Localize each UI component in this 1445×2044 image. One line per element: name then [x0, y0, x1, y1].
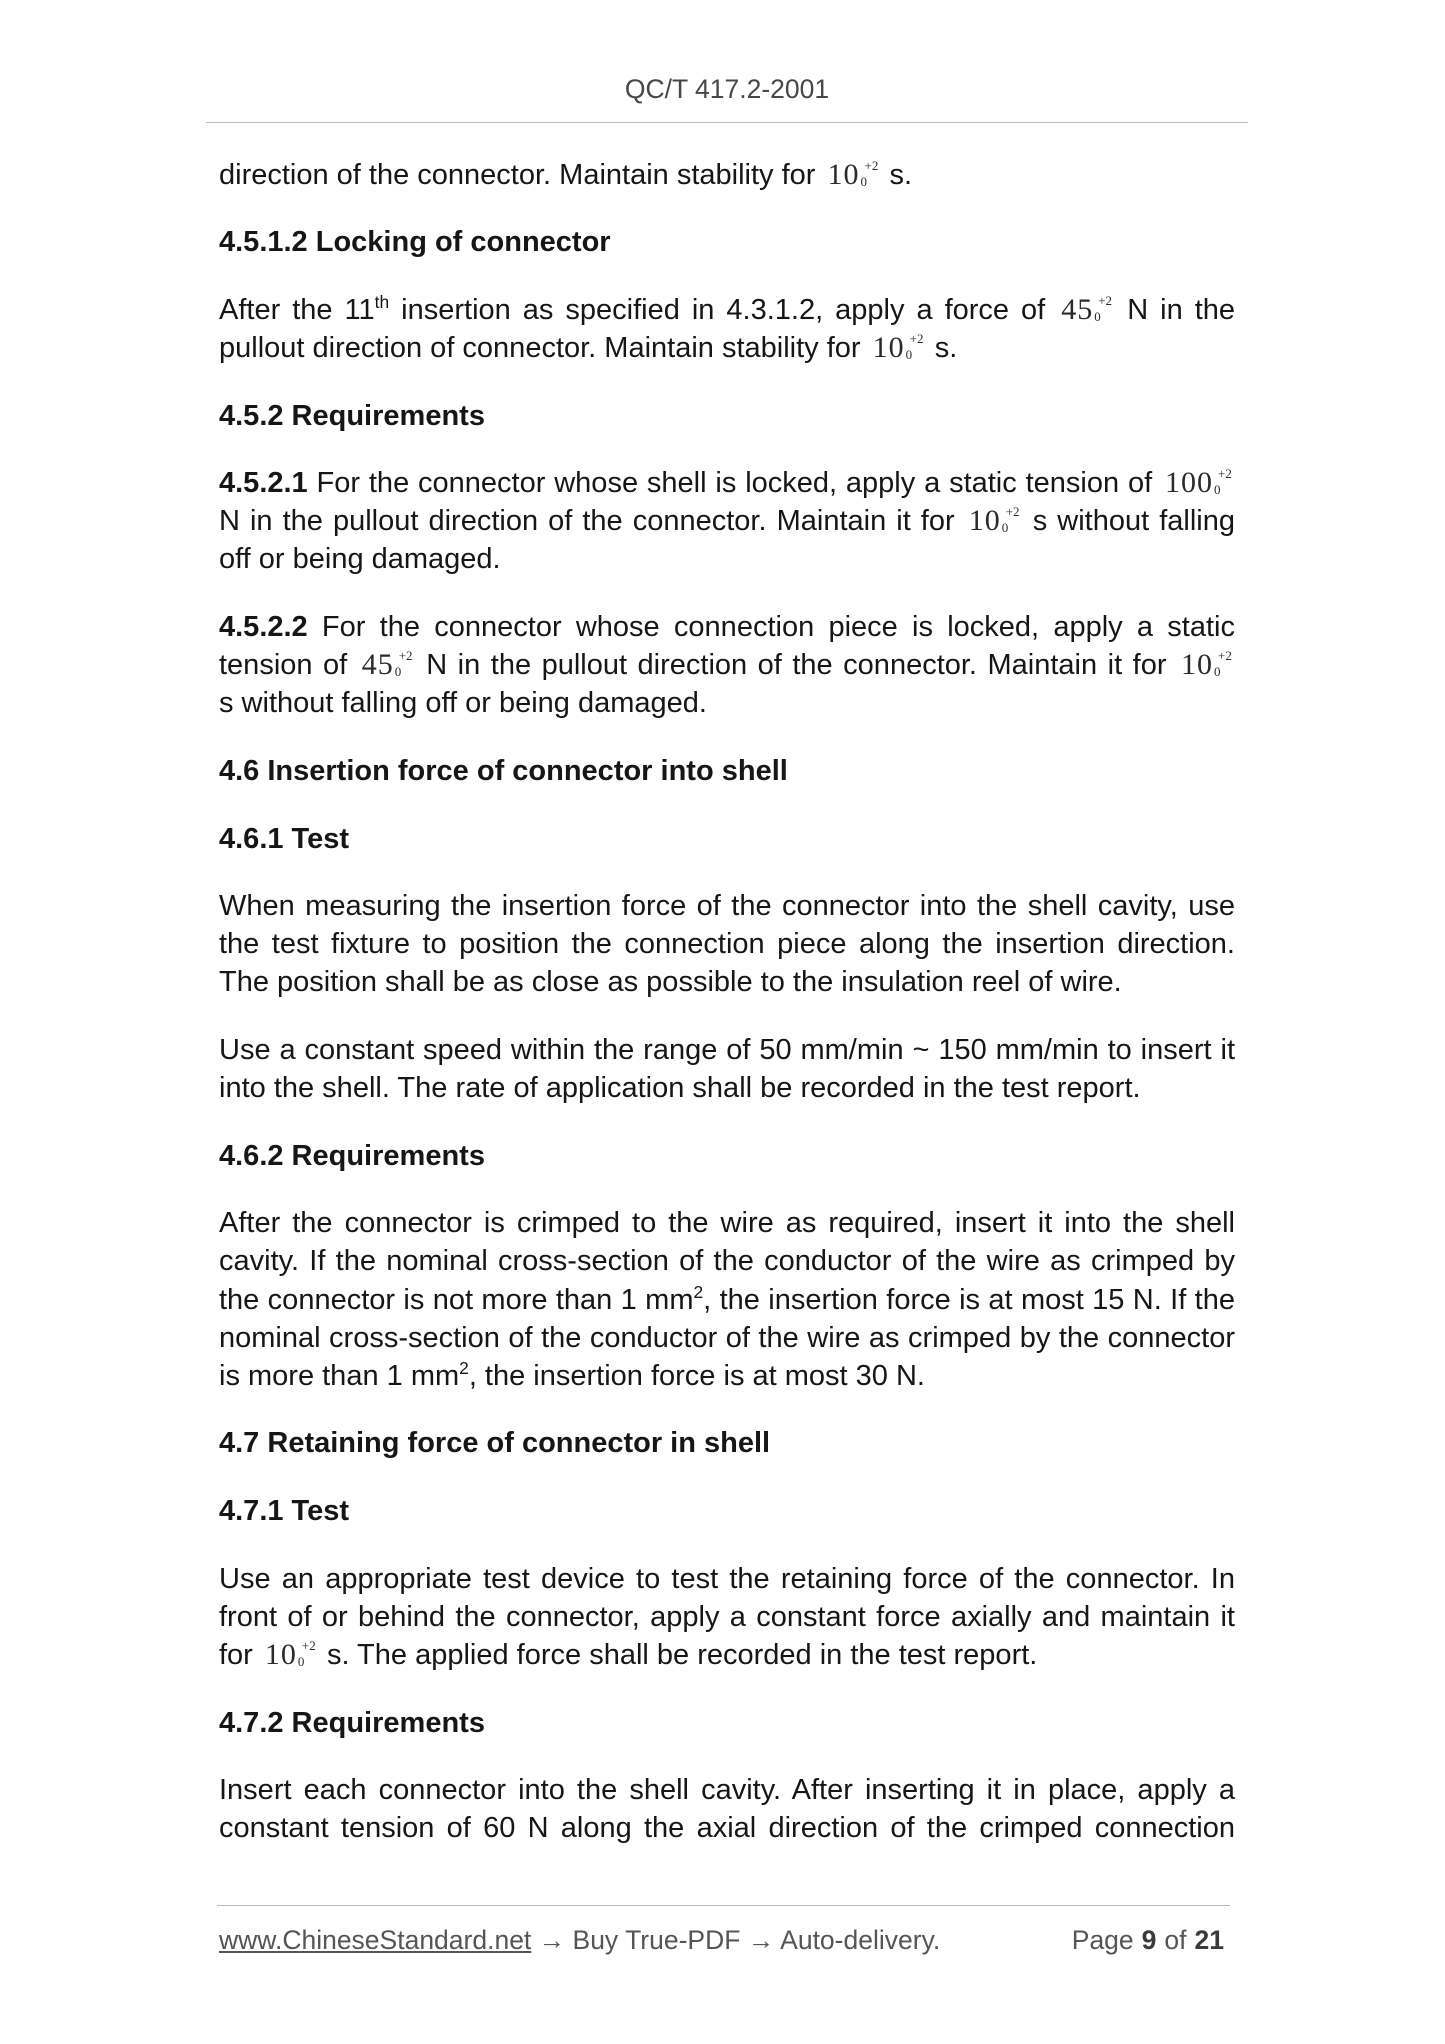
text-line [219, 646, 1235, 684]
text-line: into the shell. The rate of application shall be recorded in the test report. [219, 1072, 1141, 1105]
text-line: The position shall be as close as possible to the insulation reel of wire. [219, 966, 1122, 999]
text-line [219, 329, 1235, 367]
text-line: cavity. If the nominal cross-section of the conductor of the wire as crimped by [219, 1245, 1235, 1278]
text-run: is more than 1 mm [219, 1359, 460, 1392]
text-run: s. The applied force shall be recorded in the test report. [318, 1638, 1038, 1671]
tolerance-upper: +2 [398, 648, 413, 664]
paragraph-continuation [219, 156, 1235, 194]
text-run: N in the pullout direction of the connector. Maintain it for [219, 505, 965, 538]
tolerance-lower: 0 [1214, 482, 1221, 498]
text-line: nominal cross-section of the conductor of the wire as crimped by the connector [219, 1321, 1235, 1354]
text-run: For the connector whose shell is locked, apply a static tension of [307, 467, 1161, 500]
footer-promo-text: → Buy True-PDF → Auto-delivery. [531, 1925, 941, 1955]
text-run: s. [881, 158, 913, 191]
text-line [219, 608, 1235, 646]
text-run: direction of the connector. Maintain stability for [219, 158, 824, 191]
paragraph-4-7-2 [219, 1771, 1235, 1847]
tolerance-nominal: 45 [361, 648, 394, 682]
text-run: pullout direction of connector. Maintain stability for [219, 331, 869, 364]
text-run: , the insertion force is at most 15 N. If the [703, 1283, 1235, 1316]
text-line: Use an appropriate test device to test the retaining force of the connector. In [219, 1562, 1235, 1595]
heading-4-6-1: 4.6.1 Test [219, 822, 350, 855]
superscript: th [374, 292, 390, 313]
tolerance-lower: 0 [394, 664, 402, 680]
text-line: off or being damaged. [219, 543, 501, 576]
text-run: s. [926, 331, 958, 364]
tolerance-expression [1061, 292, 1113, 326]
paragraph-4-5-2-1 [219, 464, 1235, 578]
page-body [219, 156, 1235, 1877]
heading-4-5-2: 4.5.2 Requirements [219, 399, 485, 432]
tolerance-upper: +2 [1217, 648, 1232, 664]
tolerance-nominal: 10 [872, 330, 905, 364]
tolerance-expression [827, 157, 879, 191]
page-label: Page [1071, 1925, 1134, 1955]
heading-4-6: 4.6 Insertion force of connector into shell [219, 754, 788, 787]
paragraph-4-6-1-b [219, 1031, 1235, 1107]
text-run: , the insertion force is at most 30 N. [468, 1359, 925, 1392]
text-line: constant tension of 60 N along the axial direction of the crimped connection [219, 1812, 1235, 1845]
text-run: After the 11 [219, 293, 375, 326]
text-run: N in the pullout direction of the connector. Maintain it for [415, 649, 1177, 682]
tolerance-expression [1181, 650, 1230, 680]
heading-4-5-1-2: 4.5.1.2 Locking of connector [219, 226, 611, 259]
paragraph-4-6-2 [219, 1204, 1235, 1394]
tolerance-nominal: 10 [827, 157, 860, 191]
footer-promo [219, 1923, 940, 1957]
tolerance-lower: 0 [297, 1653, 305, 1669]
tolerance-nominal: 10 [1180, 648, 1213, 682]
tolerance-upper: +2 [864, 157, 879, 173]
text-run: N in the [1115, 293, 1236, 326]
superscript: 2 [459, 1357, 469, 1378]
clause-number: 4.5.2.2 [219, 611, 308, 644]
tolerance-nominal: 45 [1061, 292, 1094, 326]
text-line [219, 1281, 1235, 1319]
tolerance-upper: +2 [1005, 504, 1020, 520]
text-line: After the connector is crimped to the wire as required, insert it into the shell [219, 1207, 1235, 1240]
header-divider [206, 122, 1248, 123]
text-line: the test fixture to position the connection piece along the insertion direction. [219, 928, 1235, 961]
paragraph-4-6-1-a [219, 887, 1235, 1001]
text-line: front of or behind the connector, apply a constant force axially and maintain it [219, 1600, 1235, 1633]
tolerance-upper: +2 [909, 330, 924, 346]
tolerance-lower: 0 [860, 173, 867, 189]
tolerance-expression [1165, 468, 1230, 498]
heading-4-7-1: 4.7.1 Test [219, 1495, 350, 1528]
heading-4-7: 4.7 Retaining force of connector in shell [219, 1427, 771, 1460]
text-line: s without falling off or being damaged. [219, 687, 707, 720]
tolerance-upper: +2 [301, 1637, 316, 1653]
text-line [219, 291, 1235, 329]
text-run: s without falling [1022, 505, 1236, 538]
tolerance-upper: +2 [1098, 292, 1113, 308]
current-page-number: 9 [1141, 1925, 1157, 1955]
text-line [219, 1636, 1235, 1674]
page-of-label: of [1164, 1925, 1187, 1955]
text-line [219, 156, 1235, 194]
heading-4-6-2: 4.6.2 Requirements [219, 1139, 485, 1172]
tolerance-expression [264, 1637, 316, 1671]
tolerance-lower: 0 [1001, 520, 1009, 536]
tolerance-expression [969, 506, 1018, 536]
text-line: Insert each connector into the shell cavity. After inserting it in place, apply a [219, 1774, 1235, 1807]
tolerance-upper: +2 [1218, 466, 1232, 482]
text-run: tension of [219, 649, 358, 682]
tolerance-lower: 0 [905, 346, 913, 362]
document-code-header: QC/T 417.2-2001 [624, 74, 830, 104]
website-link[interactable]: www.ChineseStandard.net [219, 1925, 532, 1955]
text-line: Use a constant speed within the range of 50 mm/min ~ 150 mm/min to insert it [219, 1034, 1235, 1067]
tolerance-expression [872, 330, 924, 364]
text-run: the connector is not more than 1 mm [219, 1283, 694, 1316]
heading-4-7-2: 4.7.2 Requirements [219, 1706, 485, 1739]
text-line [219, 1357, 1235, 1395]
text-run: insertion as specified in 4.3.1.2, apply a force of [389, 293, 1058, 326]
footer-divider [217, 1905, 1230, 1906]
text-run: For the connector whose connection piece is locked, apply a static [307, 611, 1235, 644]
tolerance-lower: 0 [1213, 664, 1221, 680]
tolerance-nominal: 100 [1165, 466, 1213, 500]
tolerance-lower: 0 [1094, 308, 1101, 324]
text-line: When measuring the insertion force of the connector into the shell cavity, use [219, 890, 1235, 923]
text-line [219, 464, 1235, 502]
clause-number: 4.5.2.1 [219, 467, 308, 500]
paragraph-4-7-1 [219, 1560, 1235, 1674]
tolerance-nominal: 10 [968, 504, 1001, 538]
total-pages-number: 21 [1194, 1925, 1224, 1955]
page-indicator [1072, 1923, 1224, 1957]
text-line [219, 502, 1235, 540]
paragraph-4-5-2-2 [219, 608, 1235, 722]
superscript: 2 [693, 1281, 704, 1302]
text-run: for [219, 1638, 261, 1671]
paragraph-4-5-1-2 [219, 291, 1235, 367]
tolerance-expression [362, 650, 411, 680]
tolerance-nominal: 10 [264, 1637, 297, 1671]
